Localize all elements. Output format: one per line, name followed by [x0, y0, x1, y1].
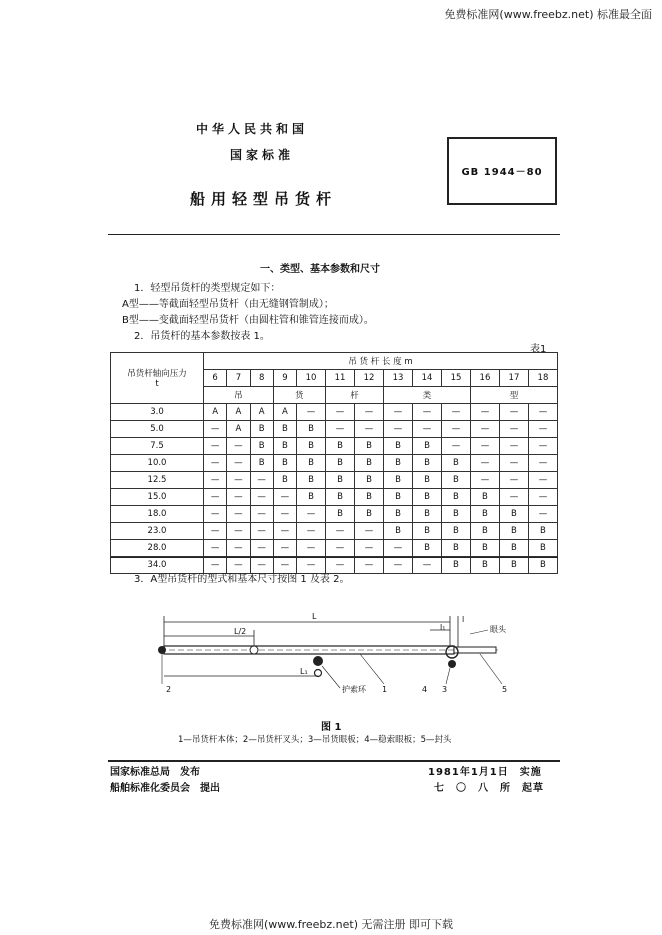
callout-3: 3 — [442, 685, 448, 694]
length-header-cell: 12 — [355, 370, 384, 387]
type-cell: — — [470, 455, 499, 472]
table1 — [110, 352, 558, 574]
type-cell: B — [441, 557, 470, 574]
type-cell: — — [528, 472, 557, 489]
type-cell: — — [204, 472, 227, 489]
type-cell: — — [227, 540, 250, 557]
type-cell: — — [297, 523, 326, 540]
country-name: 中华人民共和国 — [196, 122, 309, 136]
table-row — [111, 523, 558, 540]
type-cell: — — [528, 421, 557, 438]
type-cell: B — [441, 506, 470, 523]
type-cell: — — [297, 540, 326, 557]
load-cell: 12.5 — [111, 472, 204, 489]
type-cell: — — [250, 472, 273, 489]
section1-p2: A型——等截面轻型吊货杆（由无缝钢管制成）； — [122, 299, 334, 310]
type-cell: B — [297, 489, 326, 506]
proposer: 船舶标准化委员会 提出 — [110, 783, 220, 794]
guard-ring — [313, 656, 323, 666]
load-cell: 18.0 — [111, 506, 204, 523]
figure1-drawing — [150, 604, 530, 704]
length-header-cell: 13 — [384, 370, 413, 387]
type-cell: — — [273, 557, 296, 574]
callout-1: 1 — [382, 685, 388, 694]
type-cell: B — [528, 540, 557, 557]
type-cell: B — [355, 455, 384, 472]
type-cell: — — [528, 489, 557, 506]
type-cell: — — [273, 506, 296, 523]
type-cell: B — [355, 489, 384, 506]
top-banner: 免费标准网(www.freebz.net) 标准最全面 — [444, 8, 652, 21]
table-row — [111, 421, 558, 438]
type-cell: — — [384, 557, 413, 574]
type-cell: — — [413, 557, 442, 574]
type-cell: — — [470, 421, 499, 438]
type-header-mid1: 货 — [273, 387, 325, 404]
load-cell: 10.0 — [111, 455, 204, 472]
type-cell: A — [204, 404, 227, 421]
type-cell: B — [413, 472, 442, 489]
load-cell: 15.0 — [111, 489, 204, 506]
type-cell: — — [227, 557, 250, 574]
type-cell: — — [204, 421, 227, 438]
type-cell: — — [413, 421, 442, 438]
type-header-mid2: 杆 — [326, 387, 384, 404]
type-cell: — — [384, 404, 413, 421]
length-header-cell: 11 — [326, 370, 355, 387]
type-header-mid3: 类 — [384, 387, 471, 404]
length-header-cell: 6 — [204, 370, 227, 387]
type-cell: B — [297, 472, 326, 489]
type-cell: B — [250, 421, 273, 438]
type-cell: B — [326, 438, 355, 455]
label-eye: 眼头 — [490, 625, 506, 634]
callout-4: 4 — [422, 685, 428, 694]
table-row — [111, 489, 558, 506]
type-cell: B — [297, 421, 326, 438]
type-cell: — — [204, 540, 227, 557]
callout-2: 2 — [166, 685, 172, 694]
length-header-cell: 18 — [528, 370, 557, 387]
header-rule — [108, 234, 560, 235]
type-cell: B — [297, 455, 326, 472]
type-cell: — — [297, 557, 326, 574]
type-cell: B — [470, 540, 499, 557]
table1-length-header: 吊 货 杆 长 度 m — [204, 353, 558, 370]
type-cell: A — [227, 404, 250, 421]
type-cell: — — [273, 540, 296, 557]
type-cell: — — [273, 489, 296, 506]
type-cell: A — [227, 421, 250, 438]
type-cell: — — [528, 438, 557, 455]
load-cell: 23.0 — [111, 523, 204, 540]
type-cell: B — [499, 523, 528, 540]
type-cell: — — [227, 489, 250, 506]
type-cell: B — [384, 506, 413, 523]
type-cell: — — [204, 523, 227, 540]
length-header-cell: 10 — [297, 370, 326, 387]
type-cell: — — [355, 421, 384, 438]
table-bottom-rule — [110, 557, 558, 558]
length-header-cell: 16 — [470, 370, 499, 387]
type-cell: — — [499, 438, 528, 455]
type-cell: — — [273, 523, 296, 540]
type-cell: B — [413, 540, 442, 557]
type-cell: — — [355, 404, 384, 421]
publisher: 国家标准总局 发布 — [110, 767, 200, 778]
end-cap — [454, 647, 496, 653]
load-cell: 34.0 — [111, 557, 204, 574]
table-row — [111, 506, 558, 523]
length-header-cell: 14 — [413, 370, 442, 387]
type-cell: B — [441, 489, 470, 506]
type-cell: — — [326, 557, 355, 574]
label-l: l — [462, 615, 465, 624]
type-cell: — — [326, 523, 355, 540]
type-cell: — — [384, 540, 413, 557]
heel-fork — [158, 646, 166, 654]
effective-date: 1981年1月1日 实施 — [428, 767, 542, 778]
type-cell: B — [499, 540, 528, 557]
type-cell: — — [470, 438, 499, 455]
label-L: L — [312, 612, 317, 621]
type-cell: B — [273, 472, 296, 489]
label-guard-ring: 护索环 — [342, 685, 366, 694]
load-cell: 28.0 — [111, 540, 204, 557]
type-cell: — — [499, 489, 528, 506]
type-cell: B — [384, 472, 413, 489]
type-cell: B — [384, 489, 413, 506]
type-cell: — — [470, 472, 499, 489]
table1-row-header: 吊货杆轴向压力 t — [111, 353, 204, 404]
length-header-cell: 7 — [227, 370, 250, 387]
type-cell: B — [355, 506, 384, 523]
table-row — [111, 404, 558, 421]
length-header-cell: 15 — [441, 370, 470, 387]
type-cell: — — [250, 506, 273, 523]
type-cell: — — [499, 472, 528, 489]
type-cell: — — [384, 421, 413, 438]
type-cell: B — [355, 438, 384, 455]
type-cell: — — [204, 557, 227, 574]
type-cell: B — [470, 489, 499, 506]
type-cell: — — [204, 438, 227, 455]
type-cell: B — [273, 438, 296, 455]
drafter: 七 〇 八 所 起草 — [434, 783, 544, 794]
type-cell: — — [499, 404, 528, 421]
table-row — [111, 455, 558, 472]
type-cell: — — [204, 489, 227, 506]
type-cell: — — [441, 438, 470, 455]
section1-heading: 一、类型、基本参数和尺寸 — [260, 264, 380, 275]
type-cell: — — [355, 557, 384, 574]
figure1-legend: 1—吊货杆本体；2—吊货杆叉头；3—吊货眼板；4—稳索眼板；5—封头 — [178, 735, 452, 745]
label-L2: L/2 — [234, 627, 247, 636]
type-cell: B — [384, 523, 413, 540]
label-l1: l₁ — [440, 623, 446, 632]
type-cell: B — [441, 523, 470, 540]
type-cell: — — [250, 540, 273, 557]
type-cell: — — [528, 506, 557, 523]
section1-p1: 1．轻型吊货杆的类型规定如下： — [134, 283, 281, 294]
type-cell: — — [326, 540, 355, 557]
national-standard-label: 国家标准 — [230, 148, 295, 162]
type-cell: B — [470, 557, 499, 574]
type-cell: — — [227, 506, 250, 523]
type-cell: B — [384, 438, 413, 455]
type-cell: — — [326, 404, 355, 421]
load-cell: 7.5 — [111, 438, 204, 455]
type-cell: B — [413, 523, 442, 540]
table-row — [111, 472, 558, 489]
type-cell: B — [326, 489, 355, 506]
section1-p4: 2．吊货杆的基本参数按表 1。 — [134, 331, 270, 342]
load-cell: 3.0 — [111, 404, 204, 421]
type-cell: — — [355, 540, 384, 557]
type-cell: B — [355, 472, 384, 489]
type-cell: B — [413, 438, 442, 455]
type-cell: — — [470, 404, 499, 421]
type-cell: — — [227, 438, 250, 455]
standard-code: GB 1944－80 — [461, 167, 543, 178]
type-cell: — — [528, 455, 557, 472]
page-title: 船用轻型吊货杆 — [190, 190, 338, 208]
label-L1: L₁ — [300, 667, 308, 676]
type-cell: B — [326, 506, 355, 523]
type-cell: B — [528, 523, 557, 540]
type-cell: B — [441, 472, 470, 489]
section3-paragraph: 3．A型吊货杆的型式和基本尺寸按图 1 及表 2。 — [134, 574, 350, 585]
type-cell: — — [528, 404, 557, 421]
section1-p3: B型——变截面轻型吊货杆（由圆柱管和锥管连接而成）。 — [122, 315, 374, 326]
type-cell: — — [413, 404, 442, 421]
type-cell: — — [250, 523, 273, 540]
type-cell: — — [204, 455, 227, 472]
type-cell: B — [413, 506, 442, 523]
load-cell: 5.0 — [111, 421, 204, 438]
type-cell: — — [441, 404, 470, 421]
length-header-cell: 8 — [250, 370, 273, 387]
type-cell: B — [250, 438, 273, 455]
type-cell: — — [250, 489, 273, 506]
type-cell: — — [326, 421, 355, 438]
type-cell: — — [227, 455, 250, 472]
table1-label: 表1 — [530, 344, 547, 355]
type-cell: — — [297, 506, 326, 523]
type-cell: B — [297, 438, 326, 455]
footer-rule — [108, 760, 560, 762]
type-cell: A — [250, 404, 273, 421]
type-cell: A — [273, 404, 296, 421]
type-cell: B — [470, 523, 499, 540]
type-cell: B — [441, 540, 470, 557]
bottom-banner: 免费标准网(www.freebz.net) 无需注册 即可下载 — [208, 918, 454, 931]
type-cell: — — [204, 506, 227, 523]
type-cell: B — [413, 455, 442, 472]
type-cell: — — [355, 523, 384, 540]
type-cell: B — [326, 455, 355, 472]
figure1-caption: 图 1 — [321, 722, 342, 733]
callout-5: 5 — [502, 685, 508, 694]
type-cell: — — [227, 523, 250, 540]
type-cell: B — [326, 472, 355, 489]
type-cell: B — [273, 421, 296, 438]
type-cell: B — [441, 455, 470, 472]
type-cell: B — [273, 455, 296, 472]
type-cell: — — [499, 421, 528, 438]
type-cell: — — [297, 404, 326, 421]
length-header-cell: 17 — [499, 370, 528, 387]
mid-eye — [250, 646, 258, 654]
table-row — [111, 540, 558, 557]
type-cell: B — [499, 557, 528, 574]
table-row — [111, 438, 558, 455]
type-cell: B — [384, 455, 413, 472]
length-header-cell: 9 — [273, 370, 296, 387]
type-cell: B — [413, 489, 442, 506]
type-cell: — — [250, 557, 273, 574]
type-cell: — — [227, 472, 250, 489]
type-header-right: 型 — [470, 387, 557, 404]
type-cell: — — [441, 421, 470, 438]
type-cell: B — [499, 506, 528, 523]
type-cell: B — [250, 455, 273, 472]
type-cell: B — [528, 557, 557, 574]
type-header-left: 吊 — [204, 387, 274, 404]
type-cell: B — [470, 506, 499, 523]
type-cell: — — [499, 455, 528, 472]
